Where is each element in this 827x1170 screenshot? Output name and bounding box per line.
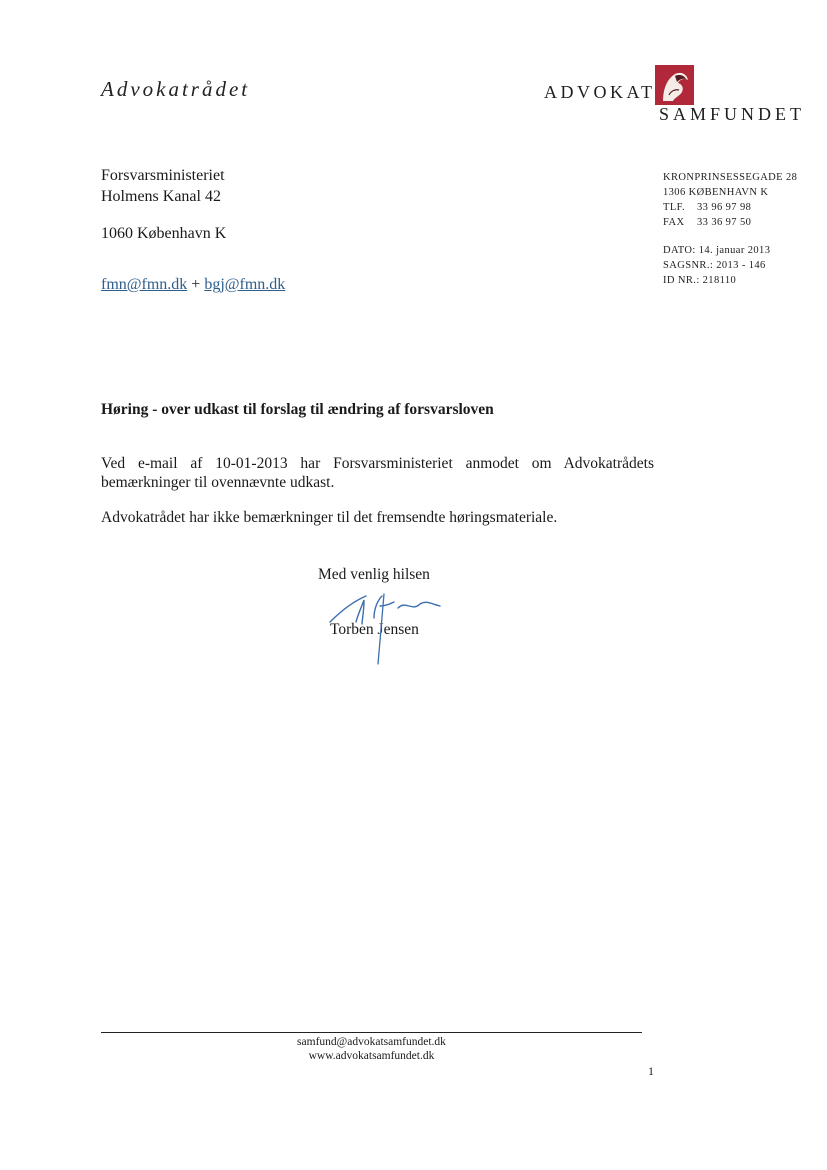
- email-link-fmn[interactable]: fmn@fmn.dk: [101, 276, 188, 293]
- handwritten-signature: [322, 578, 447, 666]
- recipient-city: 1060 København K: [101, 225, 227, 242]
- letter-date: DATO: 14. januar 2013: [663, 245, 771, 256]
- recipient-emails: [101, 276, 285, 294]
- email-link-bgj[interactable]: bgj@fmn.dk: [204, 276, 286, 293]
- fax-label: FAX: [663, 217, 685, 228]
- letter-body: [101, 454, 654, 527]
- logo-text-advokat: ADVOKAT: [544, 82, 656, 102]
- page-number: 1: [648, 1064, 654, 1078]
- sender-street: KRONPRINSESSEGADE 28: [663, 172, 798, 183]
- footer-website[interactable]: www.advokatsamfundet.dk: [308, 1050, 435, 1062]
- letter-subject: Høring - over udkast til forslag til ændring af forsvarsloven: [101, 401, 494, 418]
- footer-divider: [101, 1032, 642, 1033]
- sender-info: [663, 170, 797, 288]
- recipient-address: [101, 165, 226, 244]
- footer-email[interactable]: samfund@advokatsamfundet.dk: [297, 1036, 446, 1048]
- sender-city: 1306 KØBENHAVN K: [663, 187, 769, 198]
- signer-name: Torben Jensen: [330, 621, 419, 638]
- council-name: Advokatrådet: [101, 77, 251, 101]
- closing-greeting: Med venlig hilsen: [318, 566, 430, 583]
- phone-label: TLF.: [663, 202, 686, 213]
- sender-fax: [663, 215, 797, 230]
- body-paragraph-2: Advokatrådet har ikke bemærkninger til det fremsendte høringsmateriale.: [101, 509, 558, 526]
- athena-emblem-icon: [655, 65, 694, 105]
- recipient-name: Forsvarsministeriet: [101, 167, 225, 184]
- case-number: SAGSNR.: 2013 - 146: [663, 260, 766, 271]
- id-number: ID NR.: 218110: [663, 275, 737, 286]
- email-separator: +: [191, 276, 201, 293]
- sender-phone: [663, 200, 797, 215]
- phone-number: 33 96 97 98: [697, 202, 752, 213]
- body-paragraph-1: Ved e-mail af 10-01-2013 har Forsvarsministeriet anmodet om Advokatrådets bemærkninger til ovennævnte udkast.: [101, 455, 654, 491]
- footer-contact: [101, 1035, 642, 1063]
- recipient-street: Holmens Kanal 42: [101, 188, 221, 205]
- fax-number: 33 36 97 50: [697, 217, 752, 228]
- logo-text-samfundet: SAMFUNDET: [659, 104, 806, 124]
